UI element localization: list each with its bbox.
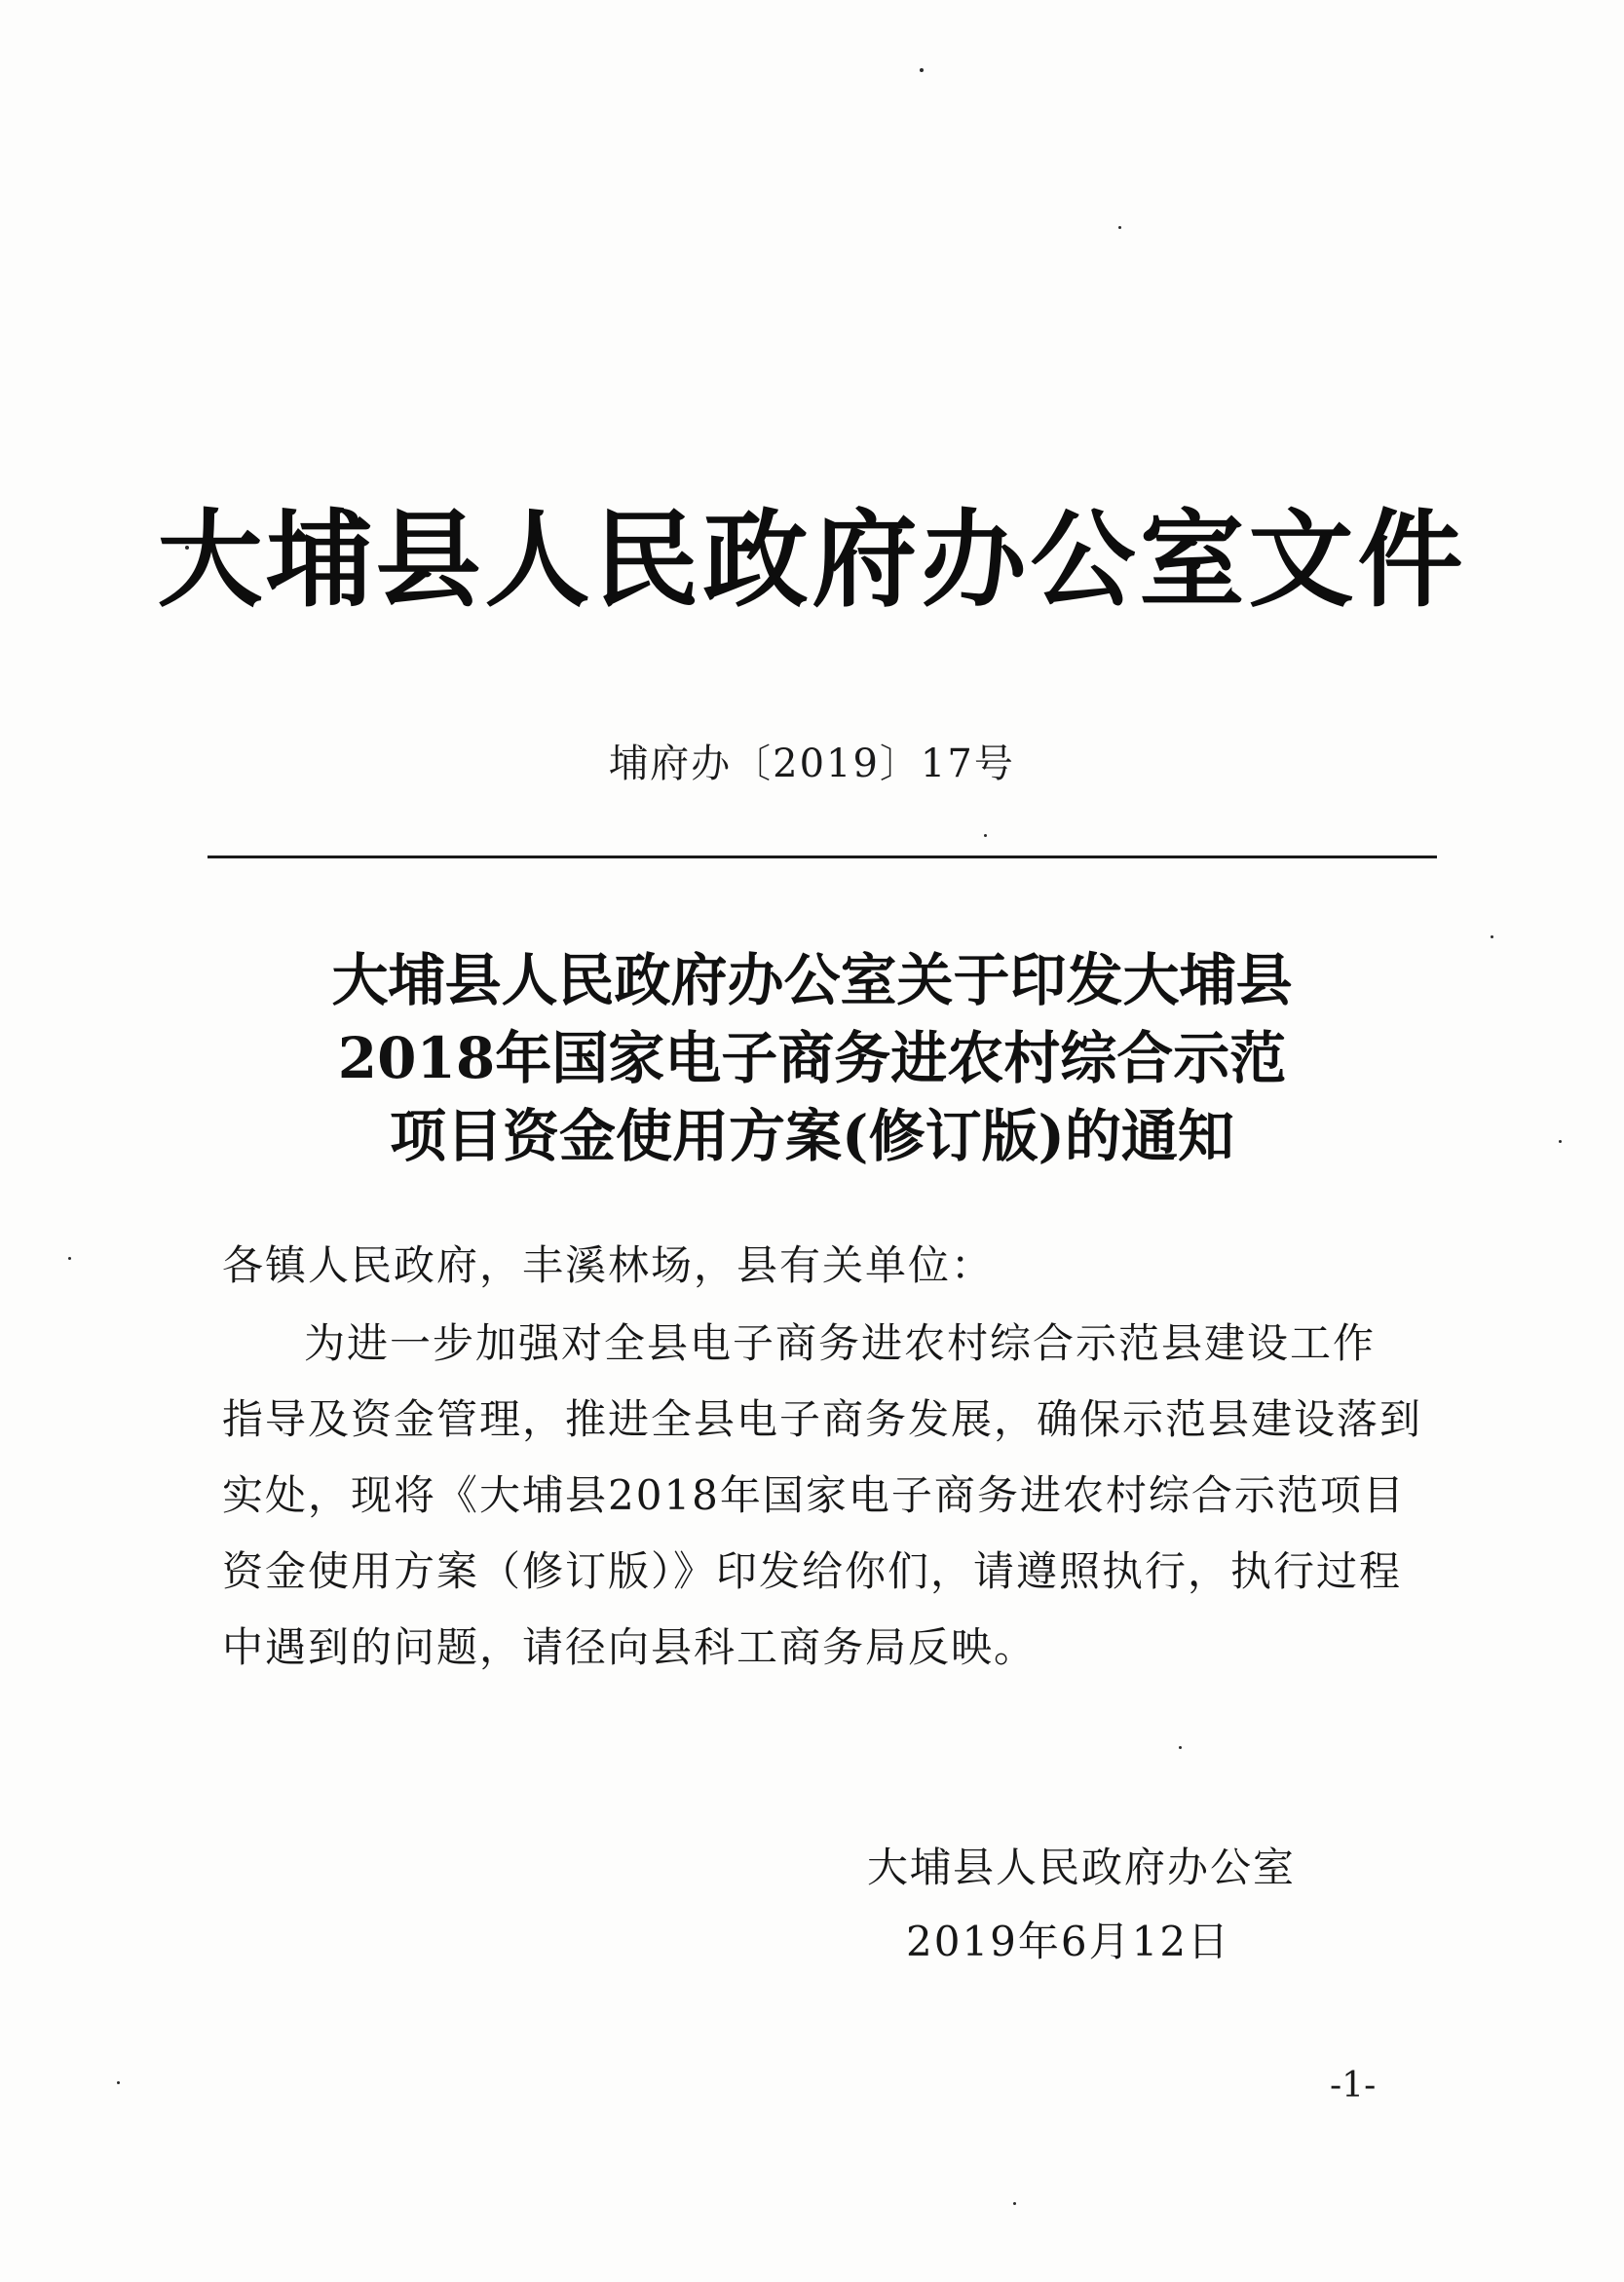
title-line: 大埔县人民政府办公室关于印发大埔县 [331, 947, 1293, 1013]
body-line: 为进一步加强对全县电子商务进农村综合示范县建设工作 [304, 1319, 1377, 1367]
scan-speck [984, 834, 987, 837]
salutation: 各镇人民政府，丰溪林场，县有关单位： [222, 1241, 995, 1289]
signing-office: 大埔县人民政府办公室 [867, 1844, 1297, 1891]
scan-speck [1118, 226, 1121, 229]
body-line: 中遇到的问题，请径向县科工商务局反映。 [222, 1623, 1038, 1671]
document-header: 大埔县人民政府办公室文件 [157, 500, 1467, 622]
body-line: 资金使用方案（修订版）》印发给你们，请遵照执行，执行过程 [222, 1547, 1403, 1595]
title-line: 2018年国家电子商务进农村综合示范 [337, 1025, 1287, 1091]
scan-speck [1559, 1140, 1562, 1143]
scan-speck [920, 68, 924, 72]
body-line: 指导及资金管理，推进全县电子商务发展，确保示范县建设落到 [222, 1395, 1423, 1443]
document-number: 埔府办〔2019〕17号 [609, 742, 1015, 786]
title-line: 项目资金使用方案(修订版)的通知 [390, 1103, 1234, 1169]
scan-speck [1179, 1746, 1182, 1749]
document-title [146, 941, 1478, 1175]
scan-speck [68, 1257, 71, 1260]
scan-speck [117, 2081, 120, 2084]
scan-speck [1013, 2202, 1016, 2205]
page-number: -1- [1330, 2066, 1377, 2106]
body-line: 实处，现将《大埔县2018年国家电子商务进农村综合示范项目 [222, 1471, 1406, 1519]
scan-speck [1491, 935, 1493, 938]
header-divider [208, 856, 1437, 858]
body-paragraph [222, 1306, 1435, 1686]
issue-date: 2019年6月12日 [906, 1918, 1231, 1965]
